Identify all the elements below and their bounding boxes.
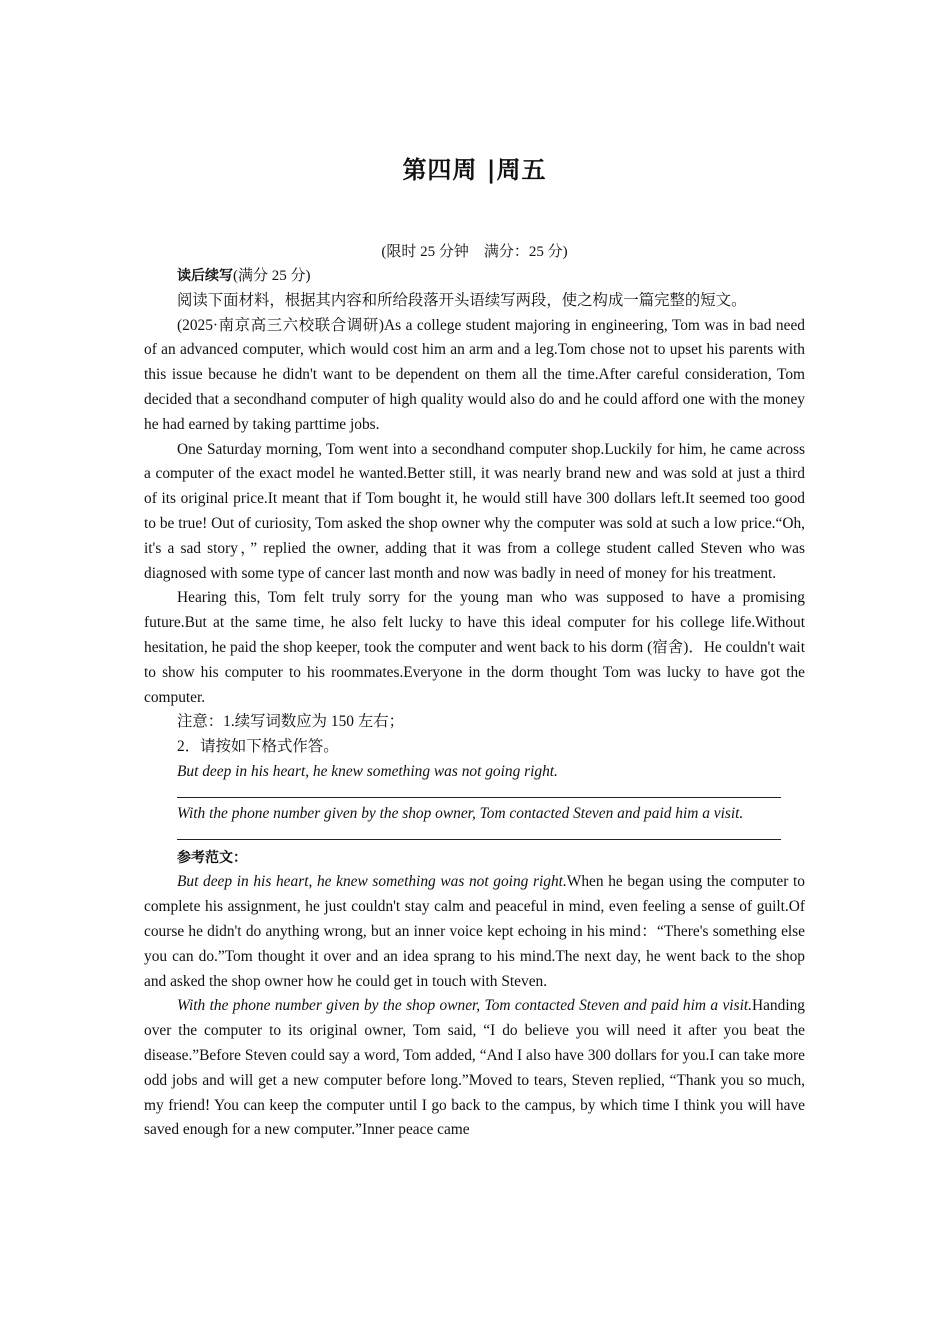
note-word-count: 注意：1.续写词数应为 150 左右； xyxy=(177,713,405,731)
prompt-paragraph-1: But deep in his heart, he knew something was not going right. xyxy=(177,762,558,780)
page-title: 第四周 |周五 xyxy=(402,156,547,184)
task-label-bold: 读后续写 xyxy=(177,268,233,284)
task-instruction: 阅读下面材料，根据其内容和所给段落开头语续写两段，使之构成一篇完整的短文。 xyxy=(177,291,747,309)
task-label-score: (满分 25 分) xyxy=(233,268,311,284)
passage-paragraph-3: Hearing this, Tom felt truly sorry for the young man who was supposed to have a promising future.But at the same time, he also felt lucky to have this ideal computer for his college life.Without hesitation, he paid the shop keeper, took the computer and went back to his dorm (宿舍)．He couldn't wait to show his computer to his roommates.Everyone in the dorm thought Tom was lucky to have got the computer. xyxy=(144,589,805,706)
note-format: 2．请按如下格式作答。 xyxy=(177,738,339,756)
answer-line-2 xyxy=(177,839,781,840)
reference-paragraph-2-body: Handing over the computer to its original owner, Tom said, “I do believe you will need it after you beat the disease.”Before Steven could say a word, Tom added, “And I also have 300 dollars for you.I can take more odd jobs and will get a new computer before long.”Moved to tears, Steven replied, “Thank you so much, my friend! You can keep the computer until I go back to the campus, by which time I think you will have saved enough for a new computer.”Inner peace came xyxy=(144,997,805,1139)
reference-label: 参考范文： xyxy=(177,849,247,866)
passage-paragraph-1: (2025·南京高三六校联合调研)As a college student majoring in engineering, Tom was in bad need of an advanced computer, which would cost him an arm and a leg.Tom chose not to upset his parents with this issue because he didn't want to be dependent on them all the time.After careful consideration, Tom decided that a secondhand computer of high quality would also do and he could afford one with the money he had earned by taking parttime jobs. xyxy=(144,316,805,433)
reference-paragraph-1-opening: But deep in his heart, he knew something was not going right. xyxy=(177,873,567,891)
prompt-paragraph-2: With the phone number given by the shop owner, Tom contacted Steven and paid him a visit. xyxy=(177,804,744,822)
reference-paragraph-1-body: When he began using the computer to complete his assignment, he just couldn't stay calm and peaceful in mind, even feeling a sense of guilt.Of course he didn't do anything wrong, but an inner voice kept echoing in his mind：“There's something else you can do.”Tom thought it over and an idea sprang to his mind.The next day, he went back to the shop and asked the shop owner how he could get in touch with Steven. xyxy=(144,873,806,990)
document-page xyxy=(144,150,805,1143)
reference-paragraph-2-opening: With the phone number given by the shop owner, Tom contacted Steven and paid him a visit. xyxy=(177,997,752,1015)
task-label xyxy=(144,264,805,289)
reference-paragraph-1 xyxy=(144,870,805,994)
passage-paragraph-2: One Saturday morning, Tom went into a secondhand computer shop.Luckily for him, he came across a computer of the exact model he wanted.Better still, it was nearly brand new and was sold at just a third of its original price.It meant that if Tom bought it, he would still have 300 dollars left.It seemed too good to be true! Out of curiosity, Tom asked the shop owner why the computer was sold at such a low price.“Oh, it's a sad story，” replied the owner, adding that it was from a college student called Steven who was diagnosed with some type of cancer last month and now was badly in need of money for his treatment. xyxy=(144,440,805,582)
answer-line-1 xyxy=(177,797,781,798)
time-limit-note: (限时 25 分钟 满分：25 分) xyxy=(381,244,568,260)
reference-paragraph-2 xyxy=(144,994,805,1143)
